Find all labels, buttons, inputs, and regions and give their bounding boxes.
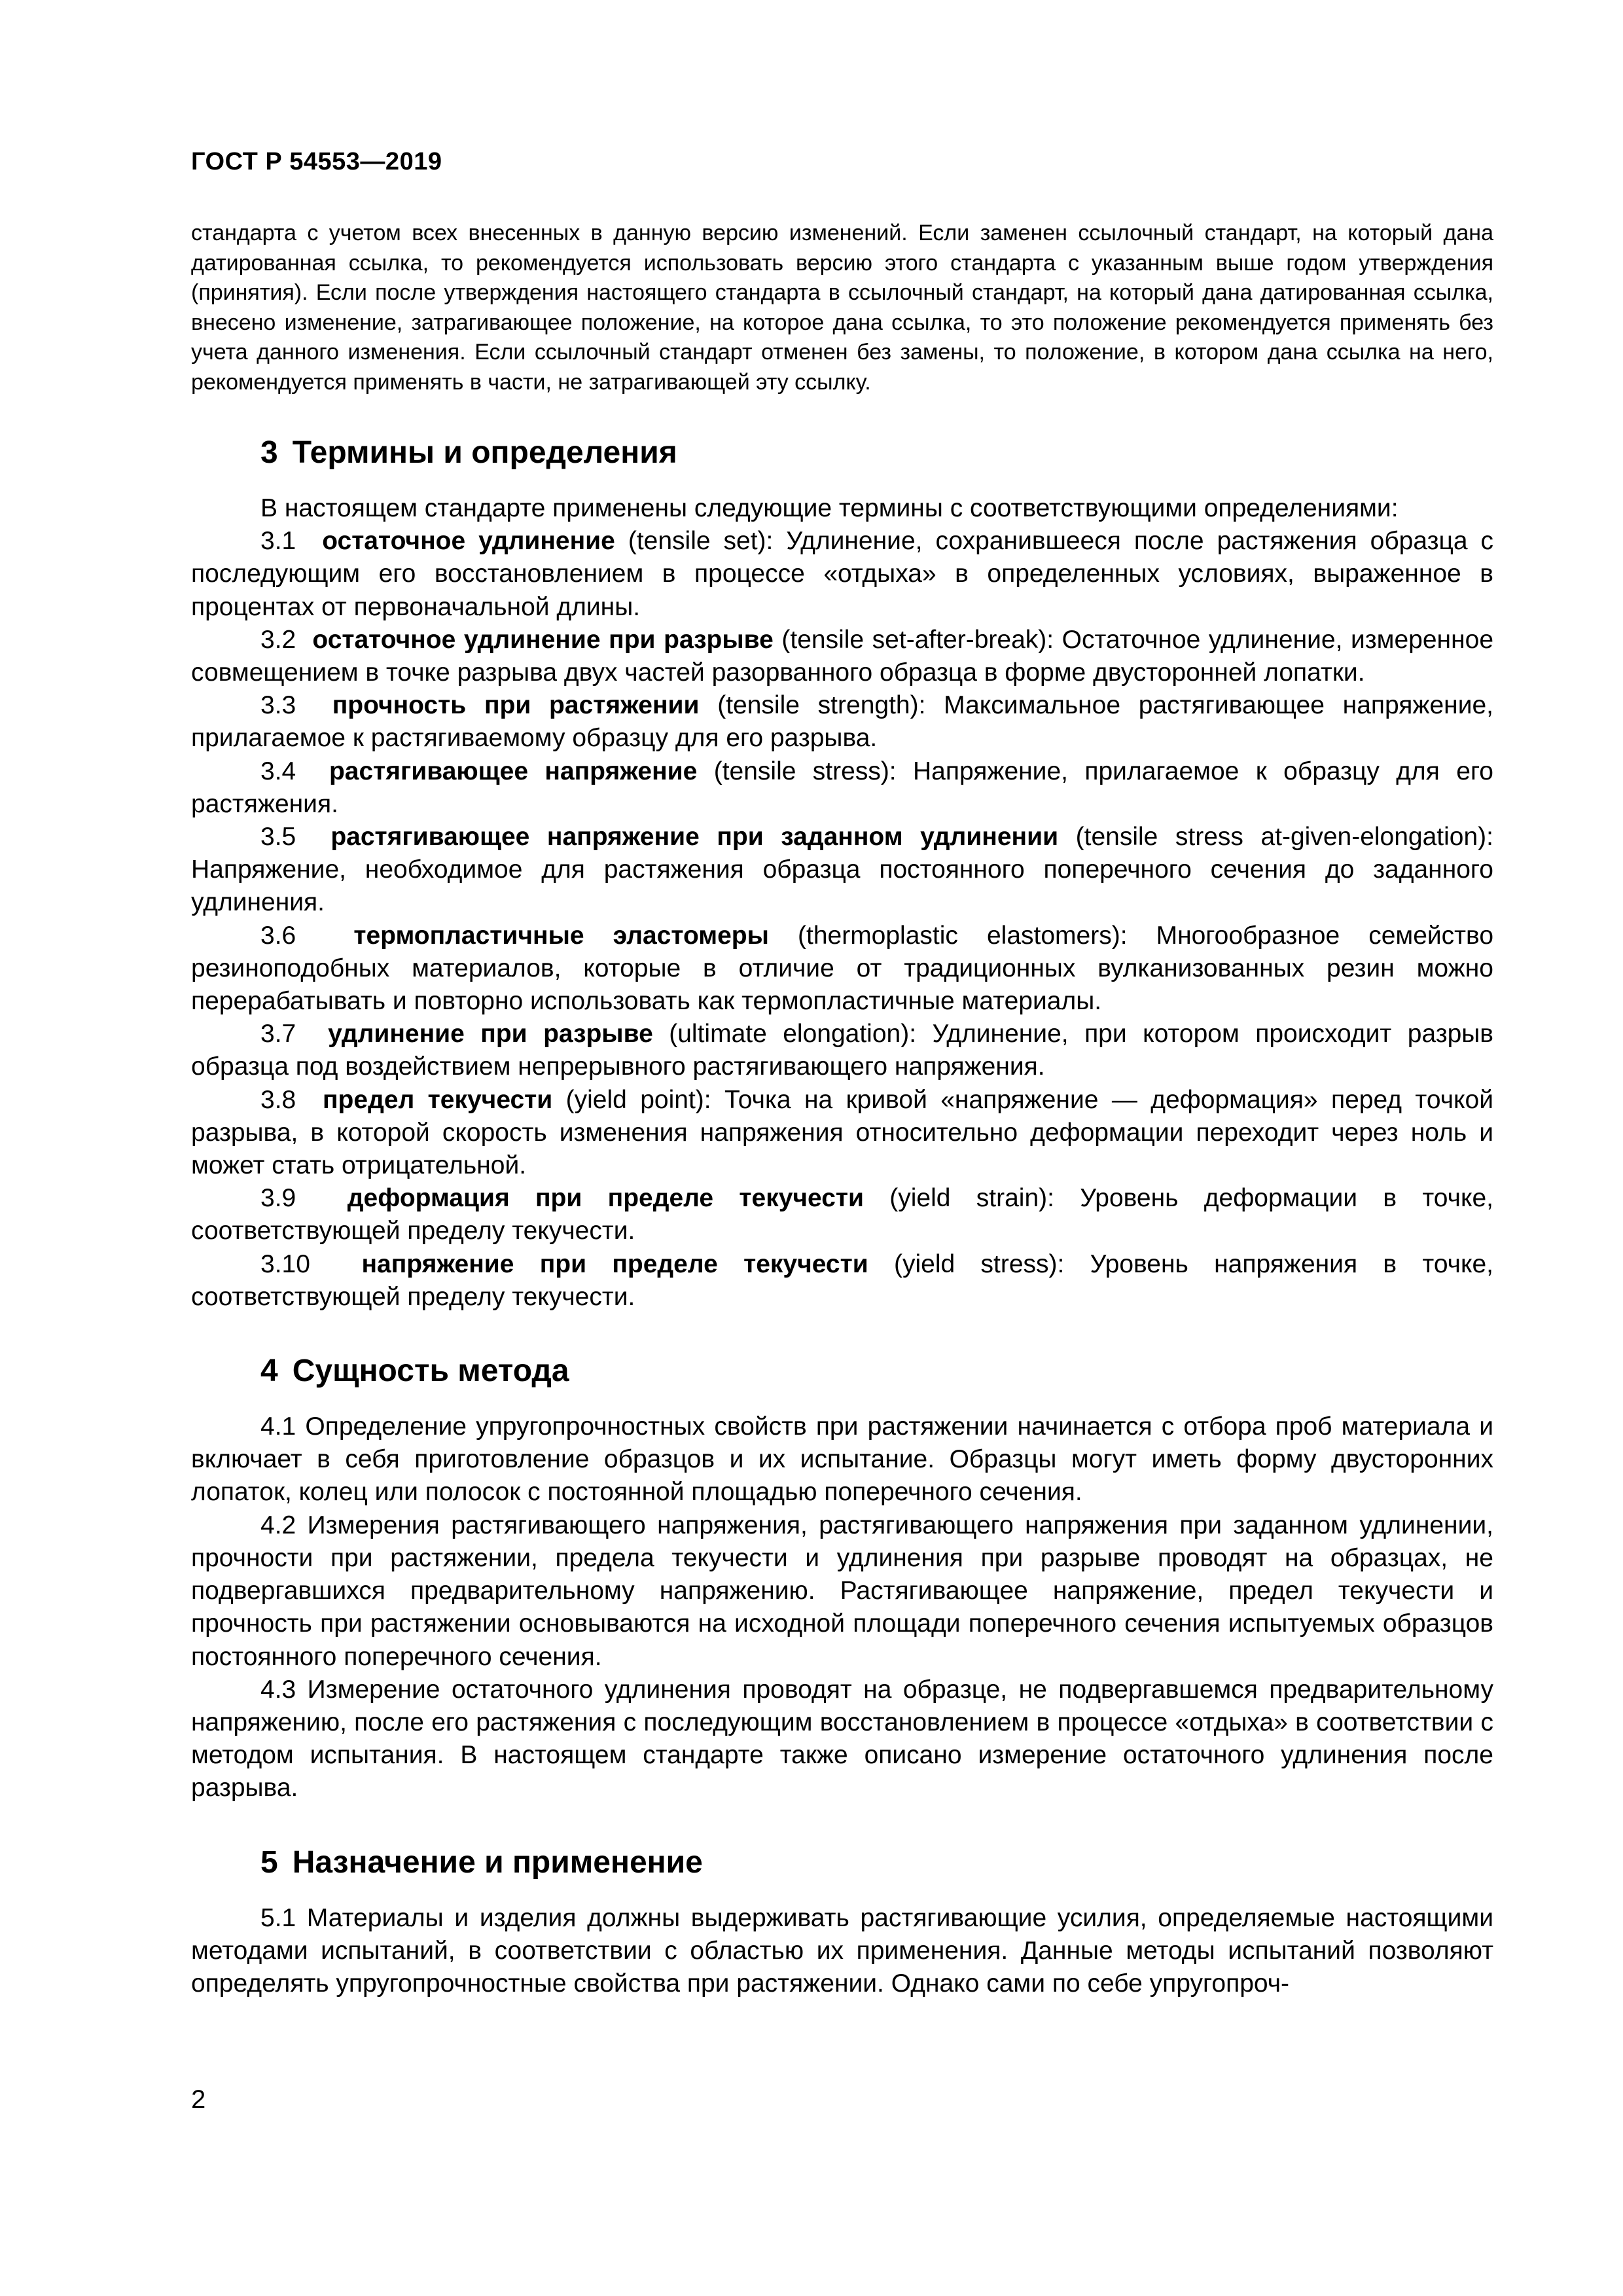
section-5-heading: 5 Назначение и применение bbox=[260, 1844, 703, 1880]
term-3-6: 3.6 термопластичные эластомеры (thermoplastic elastomers): Многообразное семейство резиноподобных материалов, которые в отличие от традиционных вулканизованных резин можно перерабатывать и повторно использовать как термопластичные материалы. bbox=[191, 921, 1494, 1016]
page-content bbox=[191, 219, 1493, 2000]
intro-paragraph: стандарта с учетом всех внесенных в данную версию изменений. Если заменен ссылочный стандарт, на который дана датированная ссылка, то рекомендуется использовать версию этого стандарта с указанным выше годом утверждения (принятия). Если после утверждения настоящего стандарта в ссылочный стандарт, на который дана датированная ссылка, внесено изменение, затрагивающее положение, на которое дана ссылка, то это положение рекомендуется применять без учета данного изменения. Если ссылочный стандарт отменен без замены, то положение, в котором дана ссылка на него, рекомендуется применять в части, не затрагивающей эту ссылку. bbox=[191, 221, 1493, 395]
term-3-1: 3.1 остаточное удлинение (tensile set): Удлинение, сохранившееся после растяжения образца с последующим его восстановлением в процессе «отдыха» в определенных условиях, выраженное в процентах от первоначальной длины. bbox=[191, 527, 1494, 621]
term-3-7: 3.7 удлинение при разрыве (ultimate elongation): Удлинение, при котором происходит разрыв образца под воздействием непрерывного растягивающего напряжения. bbox=[191, 1020, 1494, 1081]
section-3-lead: В настоящем стандарте применены следующие термины с соответствующими определениями: bbox=[260, 494, 1399, 522]
term-3-10: 3.10 напряжение при пределе текучести (yield stress): Уровень напряжения в точке, соответствующей пределу текучести. bbox=[191, 1249, 1493, 1311]
paragraph-4-2: 4.2 Измерения растягивающего напряжения, растягивающего напряжения при заданном удлинении, прочности при растяжении, предела текучести и удлинения при разрыве проводят на образцах, не подвергавшихся предварительному напряжению. Растягивающее напряжение, предел текучести и прочность при растяжении основываются на исходной площади поперечного сечения испытуемых образцов постоянного поперечного сечения. bbox=[191, 1511, 1493, 1671]
page-number: 2 bbox=[191, 2085, 206, 2114]
paragraph-4-3: 4.3 Измерение остаточного удлинения проводят на образце, не подвергавшемся предварительному напряжению, после его растяжения с последующим восстановлением в процессе «отдыха» в соответствии с методом испытания. В настоящем стандарте также описано измерение остаточного удлинения после разрыва. bbox=[191, 1675, 1493, 1803]
paragraph-5-1: 5.1 Материалы и изделия должны выдерживать растягивающие усилия, определяемые настоящими методами испытаний, в соответствии с областью их применения. Данные методы испытаний позволяют определять упругопрочностные свойства при растяжении. Однако сами по себе упругопроч- bbox=[191, 1903, 1493, 1998]
term-3-8: 3.8 предел текучести (yield point): Точка на кривой «напряжение — деформация» перед точкой разрыва, в которой скорость изменения напряжения относительно деформации переходит через ноль и может стать отрицательной. bbox=[191, 1085, 1493, 1180]
document-header: ГОСТ Р 54553—2019 bbox=[191, 148, 442, 175]
term-3-3: 3.3 прочность при растяжении (tensile strength): Максимальное растягивающее напряжение, прилагаемое к растягиваемому образцу для его разрыва. bbox=[191, 691, 1494, 753]
term-3-9: 3.9 деформация при пределе текучести (yield strain): Уровень деформации в точке, соответствующей пределу текучести. bbox=[191, 1184, 1493, 1246]
term-3-2: 3.2 остаточное удлинение при разрыве (tensile set-after-break): Остаточное удлинение, измеренное совмещением в точке разрыва двух частей разорванного образца в форме двусторонней лопатки. bbox=[191, 625, 1494, 687]
term-3-5: 3.5 растягивающее напряжение при заданном удлинении (tensile stress at-given-elongation): Напряжение, необходимое для растяжения образца постоянного поперечного сечения до заданного удлинения. bbox=[191, 823, 1494, 917]
term-3-4: 3.4 растягивающее напряжение (tensile stress): Напряжение, прилагаемое к образцу для его растяжения. bbox=[191, 757, 1493, 818]
section-3-heading: 3 Термины и определения bbox=[260, 435, 677, 470]
section-4-heading: 4 Сущность метода bbox=[260, 1354, 569, 1389]
paragraph-4-1: 4.1 Определение упругопрочностных свойств при растяжении начинается с отбора проб материала и включает в себя приготовление образцов и их испытание. Образцы могут иметь форму двусторонних лопаток, колец или полосок с постоянной площадью поперечного сечения. bbox=[191, 1412, 1493, 1507]
